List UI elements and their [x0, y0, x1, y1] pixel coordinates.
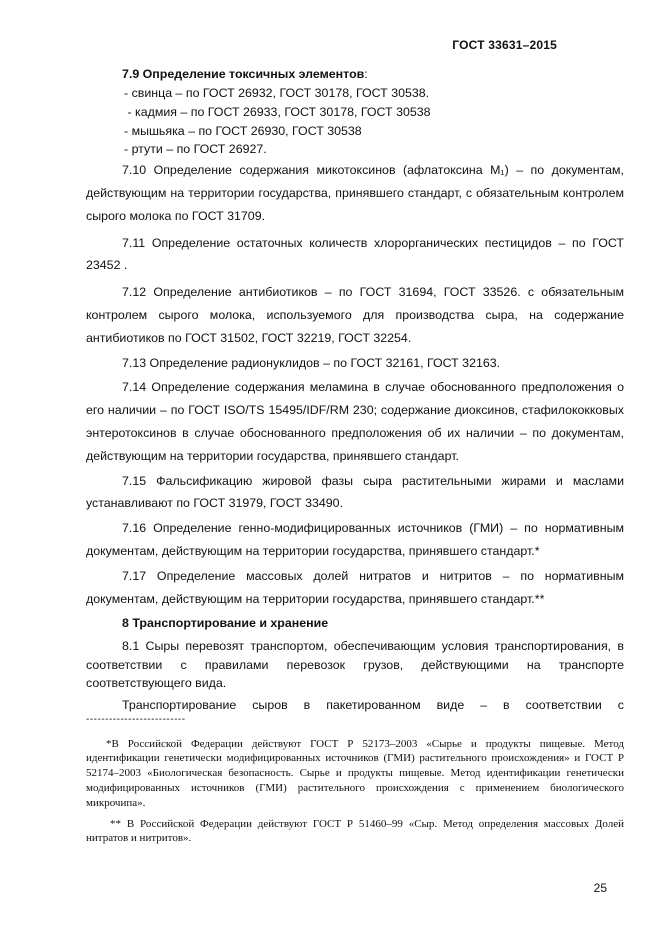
paragraph-8-1: 8.1 Сыры перевозят транспортом, обеспечивающим условия транспортирования, в соответствии с правилами перевозок грузов, действующими на транспорте соответствующего вида.: [86, 639, 624, 691]
paragraph-7-13: 7.13 Определение радионуклидов – по ГОСТ 32161, ГОСТ 32163.: [122, 355, 501, 370]
document-body: [86, 64, 624, 846]
footnote-1: *В Российской Федерации действуют ГОСТ Р 52173–2003 «Сырье и продукты пищевые. Метод идентификации генетически модифицированных источников (ГМИ) растительного происхождения» и ГОСТ Р 52174–2003 «Биологическая безопасность. Сырье и продукты пищевые. Метод идентификации генетически модифицированных источников (ГМИ) растительного происхождения с применением биологического микрочипа».: [86, 737, 624, 809]
toxic-elements-list: [86, 84, 624, 159]
paragraph-7-12: 7.12 Определение антибиотиков – по ГОСТ 31694, ГОСТ 33526. с обязательным контролем сырого молока, используемого для производства сыра, на содержание антибиотиков по ГОСТ 31502, ГОСТ 32219, ГОСТ 32254.: [86, 285, 624, 345]
list-item: - свинца – по ГОСТ 26932, ГОСТ 30178, ГОСТ 30538.: [124, 86, 430, 100]
list-item: - мышьяка – по ГОСТ 26930, ГОСТ 30538: [124, 123, 362, 138]
list-item: - ртути – по ГОСТ 26927.: [124, 142, 267, 157]
section-7-9-heading: [86, 64, 624, 84]
paragraph-7-15: 7.15 Фальсификацию жировой фазы сыра растительными жирами и маслами устанавливают по ГОСТ 31979, ГОСТ 33490.: [86, 473, 624, 511]
section-7-9-colon: :: [364, 67, 368, 81]
paragraph-7-16: 7.16 Определение генно-модифицированных источников (ГМИ) – по нормативным документам, действующим на территории государства, принявшего стандарт.*: [86, 521, 624, 558]
paragraph-8-1-continued: Транспортирование сыров в пакетированном виде – в соответствии с: [122, 697, 624, 712]
list-item: - кадмия – по ГОСТ 26933, ГОСТ 30178, ГОСТ 30538: [124, 104, 431, 119]
footnote-2: ** В Российской Федерации действуют ГОСТ Р 51460–99 «Сыр. Метод определения массовых Долей нитратов и нитритов».: [86, 817, 624, 845]
footnote-separator: --------------------------: [86, 713, 186, 725]
paragraph-7-14: 7.14 Определение содержания меламина в случае обоснованного предположения о его наличии – по ГОСТ ISO/TS 15495/IDF/RM 230; содержание диоксинов, стафилококковых энтеротоксинов в случае обоснованного предположения об их наличии – по документам, действующим на территории государства, принявшего стандарт.: [86, 380, 624, 463]
paragraph-7-10: 7.10 Определение содержания микотоксинов (афлатоксина M₁) – по документам, действующим на территории государства, принявшего стандарт, с обязательным контролем сырого молока по ГОСТ 31709.: [86, 163, 624, 223]
paragraph-7-11: 7.11 Определение остаточных количеств хлорорганических пестицидов – по ГОСТ 23452 .: [86, 235, 624, 273]
page-number: 25: [593, 881, 607, 895]
doc-code-header: ГОСТ 33631–2015: [452, 38, 557, 52]
section-8-heading: 8 Транспортирование и хранение: [122, 616, 329, 631]
section-7-9-title: 7.9 Определение токсичных элементов: [122, 67, 365, 81]
paragraph-7-17: 7.17 Определение массовых долей нитратов и нитритов – по нормативным документам, действующим на территории государства, принявшего стандарт.**: [86, 568, 624, 606]
